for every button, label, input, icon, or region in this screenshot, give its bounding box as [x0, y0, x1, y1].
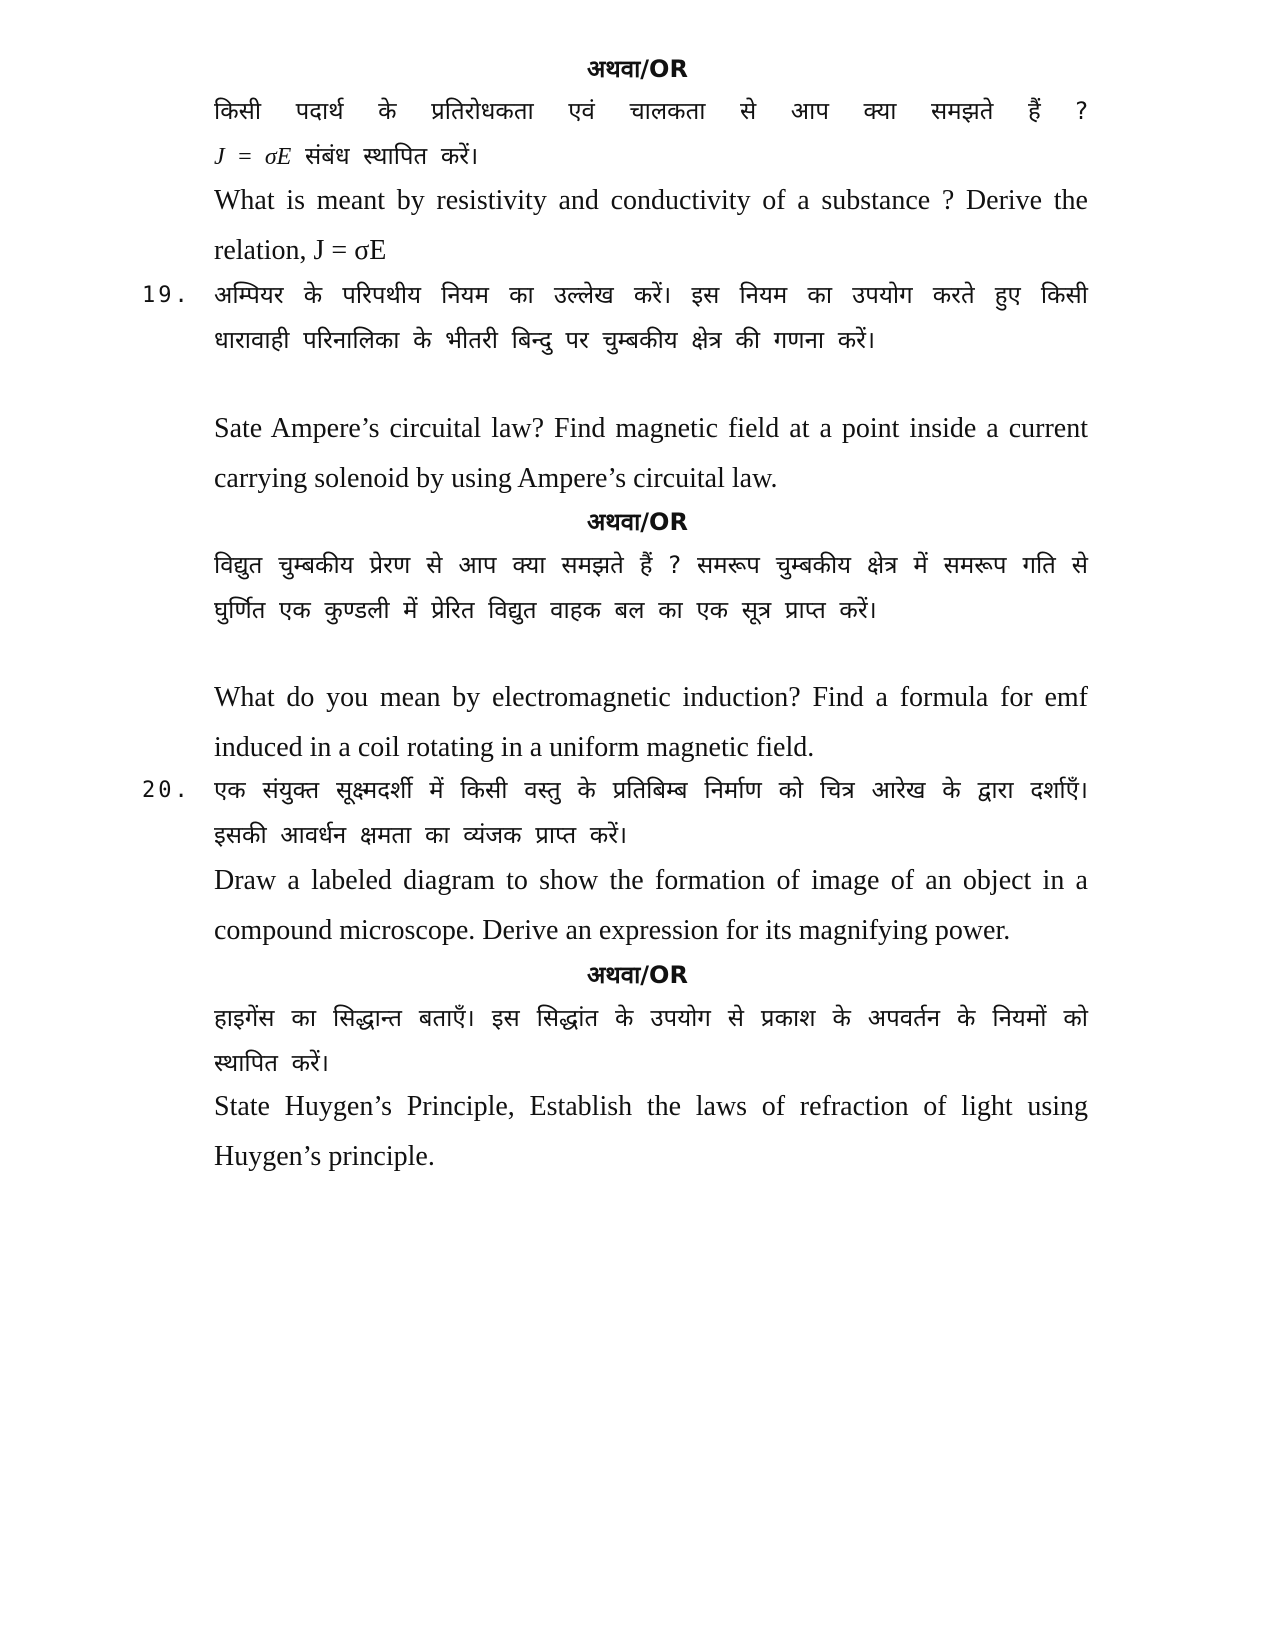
question-english-text: Sate Ampere’s circuital law? Find magnetic field at a point inside a current carrying solenoid by using Ampere’s circuital law.	[214, 413, 1088, 494]
question-hindi-text: अम्पियर के परिपथीय नियम का उल्लेख करें। इस नियम का उपयोग करते हुए किसी धारावाही परिनालिका के भीतरी बिन्दु पर चुम्बकीय क्षेत्र की गणना करें।	[214, 281, 1088, 354]
question-hindi-text: हाइगेंस का सिद्धान्त बताएँ। इस सिद्धांत के उपयोग से प्रकाश के अपवर्तन के नियमों को स्थापित करें।	[214, 1004, 1088, 1077]
question-number: 20.	[142, 778, 191, 803]
question-hindi-text	[214, 134, 1088, 180]
question-english-text: What is meant by resistivity and conductivity of a substance ? Derive the relation, J = σE	[214, 185, 1088, 266]
or-heading: अथवा/OR	[587, 55, 688, 83]
question-english-text: What do you mean by electromagnetic induction? Find a formula for emf induced in a coil rotating in a uniform magnetic field.	[214, 682, 1088, 763]
question-number: 19.	[142, 283, 191, 308]
formula: J = σE	[214, 144, 292, 170]
question-english-text: Draw a labeled diagram to show the formation of image of an object in a compound microscope. Derive an expression for its magnifying power.	[214, 865, 1088, 946]
question-hindi-text	[214, 89, 1088, 134]
or-heading: अथवा/OR	[587, 508, 688, 536]
or-heading: अथवा/OR	[587, 961, 688, 989]
hindi-line: संबंध स्थापित करें।	[304, 142, 479, 170]
hindi-line: किसी पदार्थ के प्रतिरोधकता एवं चालकता से आप क्या समझते हैं ?	[214, 97, 1088, 125]
question-hindi-text: विद्युत चुम्बकीय प्रेरण से आप क्या समझते हैं ? समरूप चुम्बकीय क्षेत्र में समरूप गति से घुर्णित एक कुण्डली में प्रेरित विद्युत वाहक बल का एक सूत्र प्राप्त करें।	[214, 551, 1088, 624]
question-hindi-text: एक संयुक्त सूक्ष्मदर्शी में किसी वस्तु के प्रतिबिम्ब निर्माण को चित्र आरेख के द्वारा दर्शाएँ। इसकी आवर्धन क्षमता का व्यंजक प्राप्त करें।	[214, 776, 1088, 849]
question-english-text: State Huygen’s Principle, Establish the laws of refraction of light using Huygen’s principle.	[214, 1091, 1088, 1172]
